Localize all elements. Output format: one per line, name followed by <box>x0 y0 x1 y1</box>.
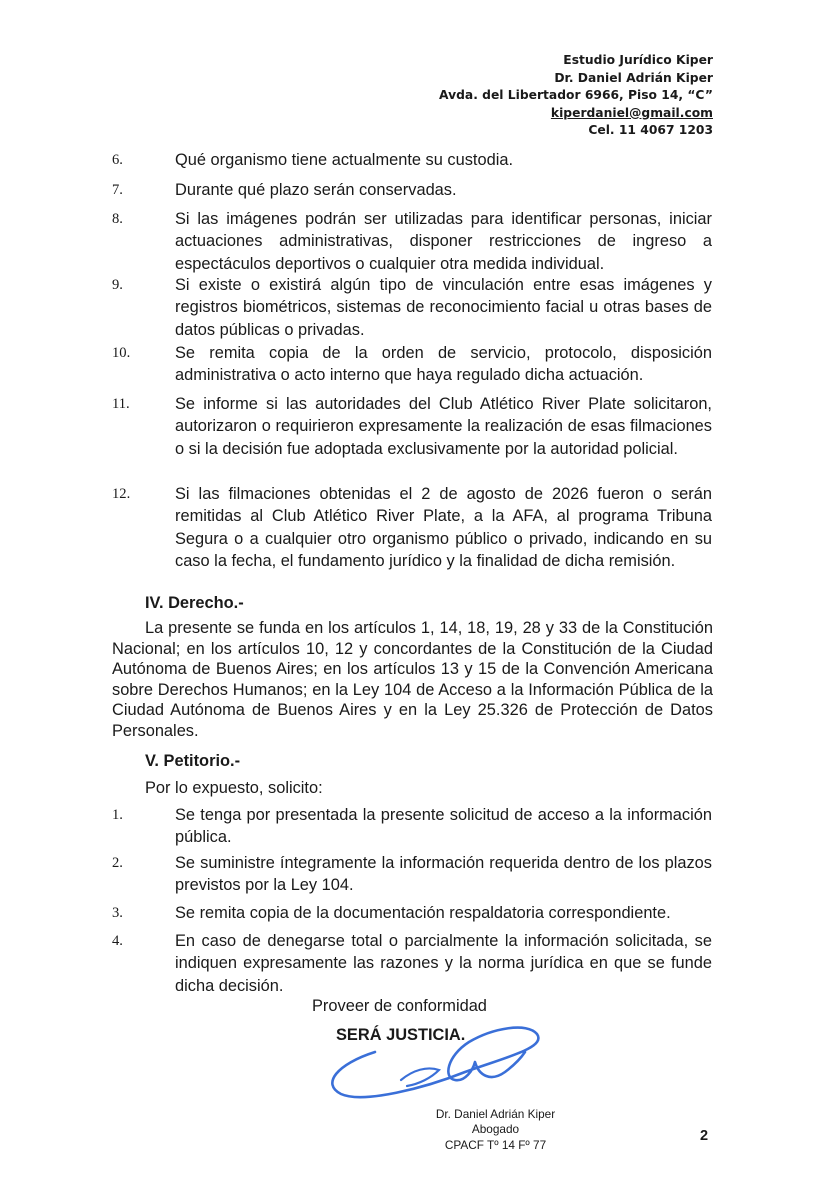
list-item-text: Se tenga por presentada la presente solicitud de acceso a la información pública. <box>175 806 712 847</box>
letterhead-email[interactable]: kiperdaniel@gmail.com <box>550 105 713 120</box>
list-item <box>112 208 712 275</box>
list-item <box>112 483 712 573</box>
petitorio-intro: Por lo expuesto, solicito: <box>145 779 323 797</box>
list-item-text: Se remita copia de la orden de servicio, protocolo, disposición administrativa o acto interno que haya regulado dicha actuación. <box>175 344 712 385</box>
list-item-text: Si existe o existirá algún tipo de vinculación entre esas imágenes y registros biométricos, sistemas de reconocimiento facial u otras bases de datos públicas o privadas. <box>175 276 712 339</box>
closing-line: Proveer de conformidad <box>312 997 487 1015</box>
justice-line: SERÁ JUSTICIA. <box>336 1026 466 1044</box>
list-item-number: 7. <box>112 182 123 198</box>
list-item-number: 8. <box>112 211 123 227</box>
list-item-number: 9. <box>112 277 123 293</box>
signer-title: Abogado <box>471 1122 520 1137</box>
list-item-text: Durante qué plazo serán conservadas. <box>175 181 457 199</box>
letterhead-address: Avda. del Libertador 6966, Piso 14, “C” <box>439 88 713 103</box>
list-item-text: Si las filmaciones obtenidas el 2 de agosto de 2026 fueron o serán remitidas al Club Atlético River Plate, a la AFA, al programa Tribuna Segura o a cualquier otro organismo público o privado, indicando en su caso la fecha, el fundamento jurídico y la finalidad de dicha remisión. <box>175 485 712 571</box>
page-number: 2 <box>700 1128 709 1144</box>
list-item-number: 10. <box>112 345 131 361</box>
signer-registration: CPACF Tº 14 Fº 77 <box>444 1137 547 1152</box>
list-item-text: Qué organismo tiene actualmente su custodia. <box>175 151 514 169</box>
letterhead-phone: Cel. 11 4067 1203 <box>588 123 713 138</box>
letterhead <box>439 52 713 140</box>
letterhead-firm: Estudio Jurídico Kiper <box>563 53 713 67</box>
derecho-paragraph: La presente se funda en los artículos 1, 14, 18, 19, 28 y 33 de la Constitución Nacional; en los artículos 10, 12 y concordantes de la Constitución de la Ciudad Autónoma de Buenos Aires; en los artículos 13 y 15 de la Convención Americana sobre Derechos Humanos; en la Ley 104 de Acceso a la Información Pública de la Ciudad Autónoma de Buenos Aires y en la Ley 25.326 de Protección de Datos Personales. <box>112 619 713 740</box>
list-item-number: 1. <box>112 807 123 823</box>
list-item <box>112 852 712 897</box>
section-heading-petitorio: V. Petitorio.- <box>145 752 241 770</box>
list-item-number: 4. <box>112 933 123 949</box>
list-item <box>112 393 712 460</box>
list-item-number: 12. <box>112 486 131 502</box>
signature-stroke <box>332 1028 538 1098</box>
handwritten-signature <box>315 1020 555 1110</box>
list-item <box>112 274 712 341</box>
list-item-number: 3. <box>112 905 123 921</box>
list-item-text: Si las imágenes podrán ser utilizadas para identificar personas, iniciar actuaciones administrativas, disponer restricciones de ingreso a espectáculos deportivos o cualquier otra medida individual. <box>175 210 712 273</box>
list-item <box>112 930 712 997</box>
list-item-text: Se suministre íntegramente la información requerida dentro de los plazos previstos por la Ley 104. <box>175 854 712 895</box>
list-item-text: En caso de denegarse total o parcialmente la información solicitada, se indiquen expresamente las razones y la norma jurídica en que se funde dicha decisión. <box>175 932 712 995</box>
list-item <box>112 179 712 201</box>
list-item <box>112 804 712 849</box>
list-item-number: 6. <box>112 152 123 168</box>
list-item <box>112 902 712 924</box>
list-item <box>112 342 712 387</box>
signature-block <box>413 1107 578 1153</box>
section-heading-derecho: IV. Derecho.- <box>145 594 244 612</box>
list-item-text: Se informe si las autoridades del Club Atlético River Plate solicitaron, autorizaron o requirieron expresamente la realización de esas filmaciones o si la decisión fue adoptada exclusivamente por la autoridad policial. <box>175 395 712 458</box>
letterhead-name: Dr. Daniel Adrián Kiper <box>554 70 713 85</box>
list-item <box>112 149 712 171</box>
list-item-number: 2. <box>112 855 123 871</box>
signer-name: Dr. Daniel Adrián Kiper <box>435 1107 556 1121</box>
list-item-text: Se remita copia de la documentación respaldatoria correspondiente. <box>175 904 671 922</box>
list-item-number: 11. <box>112 396 130 412</box>
